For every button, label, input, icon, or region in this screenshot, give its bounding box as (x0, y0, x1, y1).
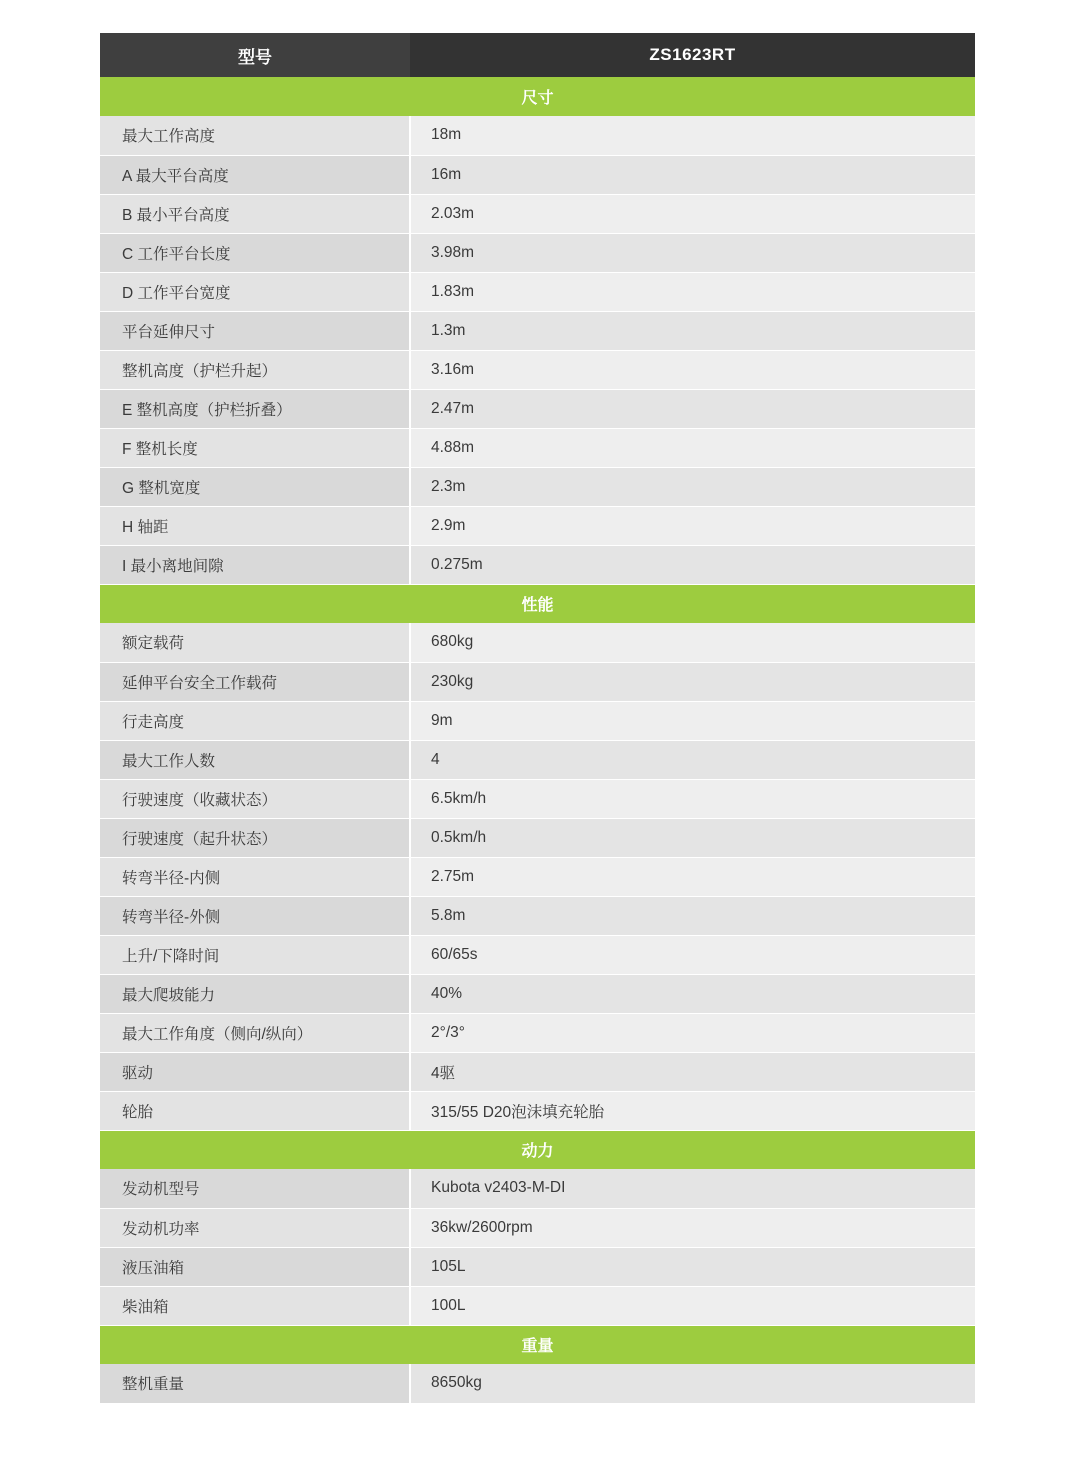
spec-label: 整机重量 (100, 1364, 410, 1403)
spec-value: 4.88m (410, 428, 975, 467)
table-row (100, 1091, 975, 1130)
section-header-row (100, 1325, 975, 1364)
spec-value: 18m (410, 116, 975, 155)
spec-value: 36kw/2600rpm (410, 1208, 975, 1247)
spec-value: 0.275m (410, 545, 975, 584)
spec-value: 1.3m (410, 311, 975, 350)
spec-label: 最大工作人数 (100, 740, 410, 779)
table-row (100, 506, 975, 545)
table-row (100, 389, 975, 428)
table-row (100, 623, 975, 662)
spec-label: G 整机宽度 (100, 467, 410, 506)
spec-label: A 最大平台高度 (100, 155, 410, 194)
table-row (100, 1052, 975, 1091)
table-row (100, 350, 975, 389)
spec-label: 液压油箱 (100, 1247, 410, 1286)
table-row (100, 818, 975, 857)
spec-value: 6.5km/h (410, 779, 975, 818)
table-row (100, 935, 975, 974)
table-row (100, 1169, 975, 1208)
spec-label: 额定载荷 (100, 623, 410, 662)
spec-value: 9m (410, 701, 975, 740)
spec-label: C 工作平台长度 (100, 233, 410, 272)
spec-value: 4驱 (410, 1052, 975, 1091)
spec-label: 整机高度（护栏升起） (100, 350, 410, 389)
section-title: 动力 (100, 1130, 975, 1169)
section-title: 尺寸 (100, 77, 975, 116)
table-row (100, 1247, 975, 1286)
spec-value: 2.75m (410, 857, 975, 896)
spec-label: 柴油箱 (100, 1286, 410, 1325)
spec-label: 延伸平台安全工作载荷 (100, 662, 410, 701)
spec-label: 转弯半径-外侧 (100, 896, 410, 935)
spec-label: 驱动 (100, 1052, 410, 1091)
spec-label: 上升/下降时间 (100, 935, 410, 974)
table-row (100, 116, 975, 155)
table-body (100, 33, 975, 1403)
spec-value: 3.16m (410, 350, 975, 389)
spec-value: 8650kg (410, 1364, 975, 1403)
spec-label: B 最小平台高度 (100, 194, 410, 233)
table-row (100, 701, 975, 740)
spec-label: F 整机长度 (100, 428, 410, 467)
table-row (100, 662, 975, 701)
spec-label: 行走高度 (100, 701, 410, 740)
spec-value: 230kg (410, 662, 975, 701)
spec-value: 2.9m (410, 506, 975, 545)
table-row (100, 467, 975, 506)
spec-value: 4 (410, 740, 975, 779)
spec-value: 2°/3° (410, 1013, 975, 1052)
section-header-row (100, 584, 975, 623)
spec-value: 3.98m (410, 233, 975, 272)
table-row (100, 155, 975, 194)
table-row (100, 233, 975, 272)
spec-label: 最大工作高度 (100, 116, 410, 155)
table-row (100, 779, 975, 818)
spec-value: 40% (410, 974, 975, 1013)
table-row (100, 896, 975, 935)
spec-value: 105L (410, 1247, 975, 1286)
spec-label: 发动机型号 (100, 1169, 410, 1208)
spec-value: 60/65s (410, 935, 975, 974)
table-row (100, 545, 975, 584)
spec-label: 平台延伸尺寸 (100, 311, 410, 350)
spec-value: 100L (410, 1286, 975, 1325)
spec-label: 行驶速度（收藏状态） (100, 779, 410, 818)
section-header-row (100, 1130, 975, 1169)
spec-value: 315/55 D20泡沫填充轮胎 (410, 1091, 975, 1130)
spec-value: 2.03m (410, 194, 975, 233)
spec-value: 2.3m (410, 467, 975, 506)
spec-label: 最大工作角度（侧向/纵向） (100, 1013, 410, 1052)
table-row (100, 1013, 975, 1052)
spec-label: 行驶速度（起升状态） (100, 818, 410, 857)
spec-label: E 整机高度（护栏折叠） (100, 389, 410, 428)
table-row (100, 857, 975, 896)
spec-value: 16m (410, 155, 975, 194)
spec-value: 5.8m (410, 896, 975, 935)
specifications-table (100, 33, 975, 1404)
spec-label: H 轴距 (100, 506, 410, 545)
spec-label: D 工作平台宽度 (100, 272, 410, 311)
table-row (100, 311, 975, 350)
section-header-row (100, 77, 975, 116)
spec-label: I 最小离地间隙 (100, 545, 410, 584)
section-title: 重量 (100, 1325, 975, 1364)
spec-label: 轮胎 (100, 1091, 410, 1130)
table-row (100, 272, 975, 311)
spec-label: 最大爬坡能力 (100, 974, 410, 1013)
spec-label: 发动机功率 (100, 1208, 410, 1247)
table-row (100, 1364, 975, 1403)
table-row (100, 1208, 975, 1247)
section-title: 性能 (100, 584, 975, 623)
table-row (100, 1286, 975, 1325)
model-label-cell: 型号 (100, 33, 410, 77)
table-row (100, 740, 975, 779)
table-row (100, 974, 975, 1013)
spec-label: 转弯半径-内侧 (100, 857, 410, 896)
spec-value: Kubota v2403-M-DI (410, 1169, 975, 1208)
table-row (100, 428, 975, 467)
spec-value: 0.5km/h (410, 818, 975, 857)
spec-value: 2.47m (410, 389, 975, 428)
spec-value: 680kg (410, 623, 975, 662)
table-row (100, 194, 975, 233)
model-value-cell: ZS1623RT (410, 33, 975, 77)
spec-value: 1.83m (410, 272, 975, 311)
table-header-row (100, 33, 975, 77)
